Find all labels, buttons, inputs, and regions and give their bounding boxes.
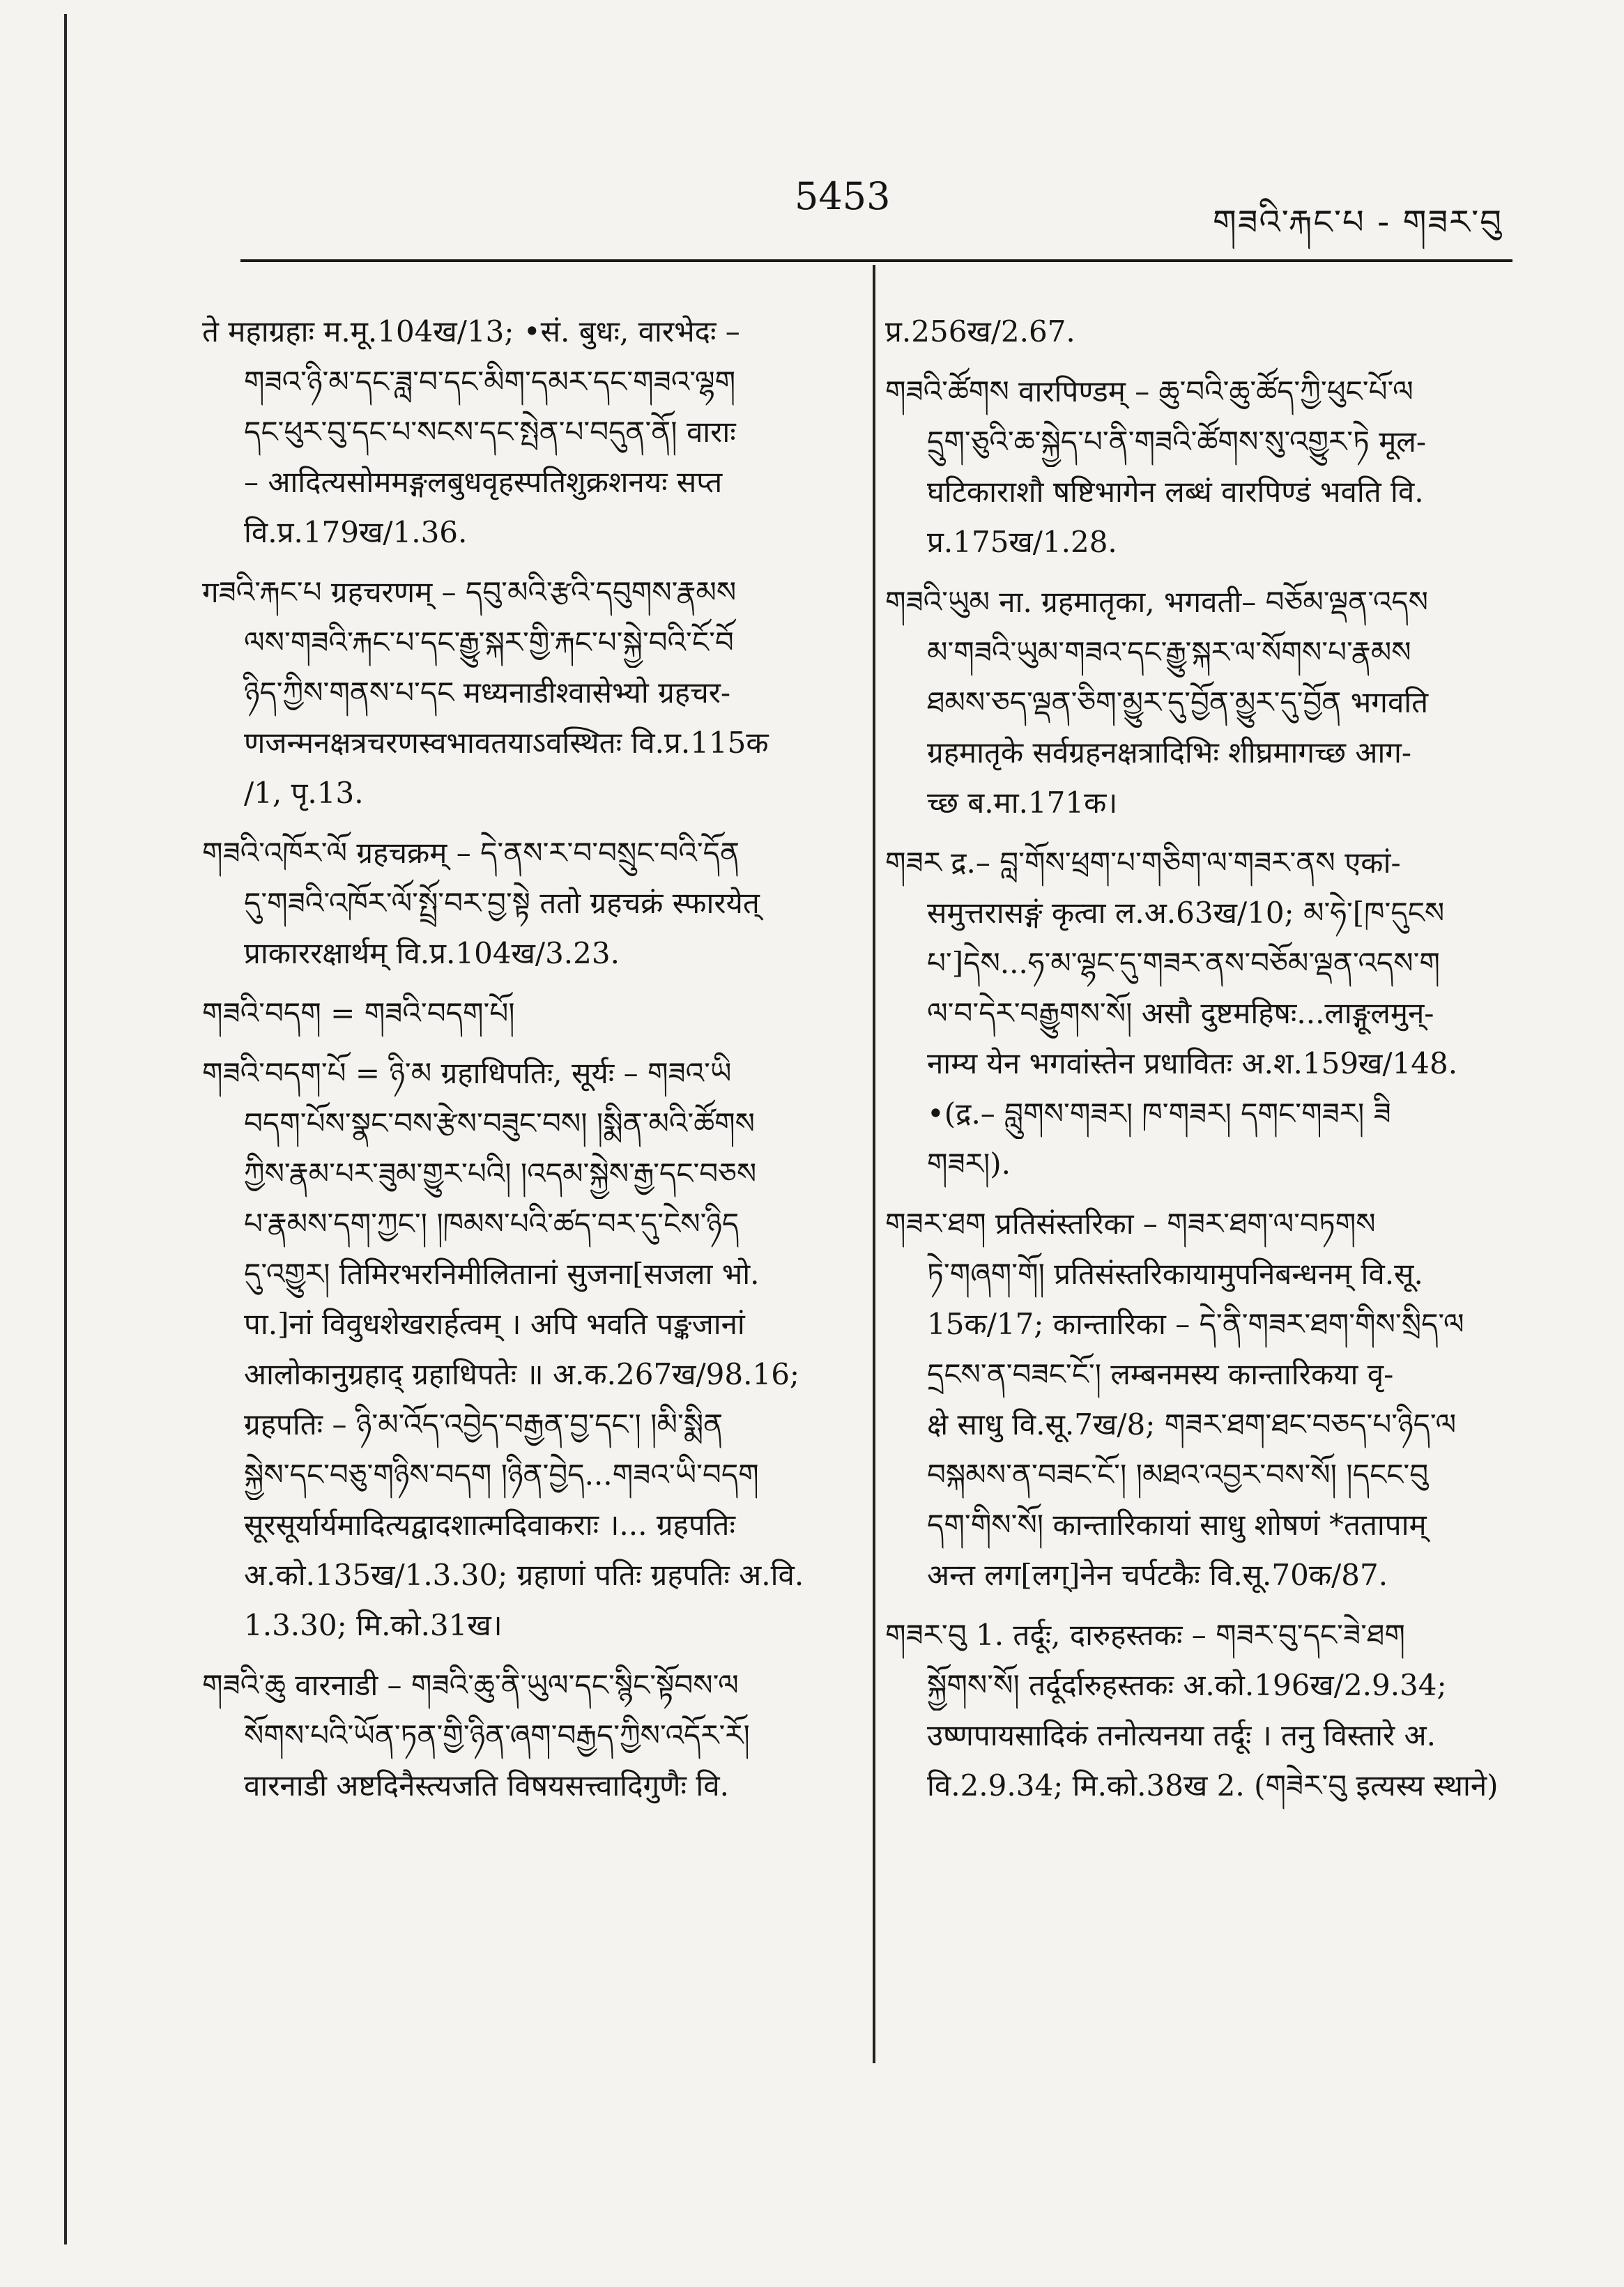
column-divider (873, 265, 875, 2063)
entry-line: अन्त लग[लग्]नेन चर्पटकैः वि.सू.70क/87. (927, 1558, 1388, 1592)
entry-line: 1.3.30; मि.को.31ख। (244, 1608, 503, 1642)
entry-line: དག་གིས་སོ། कान्तारिकायां साधु शोषणं *ततापाम् (927, 1508, 1427, 1542)
dictionary-entry (885, 577, 1512, 828)
dictionary-entry (202, 307, 850, 558)
scan-margin-line (64, 14, 67, 2244)
entry-line: སྐྱོགས་སོ། तर्दूर्दारुहस्तकः अ.को.196ख/2.9.34; (927, 1668, 1447, 1702)
entry-line: ལས་གཟའི་རྐང་པ་དང་རྒྱུ་སྐར་གྱི་རྐང་པ་སྐྱེ་བའི་ངོ་བོ (244, 625, 734, 659)
entry-line: ते महाग्रहाः म.मू.104ख/13; •सं. बुधः, वारभेदः – (202, 314, 740, 349)
entry-line: प्राकाररक्षार्थम् वि.प्र.104ख/3.23. (244, 936, 620, 970)
right-column (885, 307, 1512, 1821)
entry-line: པ་]དེས...ཧ་མ་ལྷང་དུ་གཟར་ནས་བཅོམ་ལྡན་འདས་ག (927, 946, 1440, 980)
entry-line: नाम्य येन भगवांस्तेन प्रधावितः अ.श.159ख/148. (927, 1046, 1458, 1080)
entry-line: समुत्तरासङ्गं कृत्वा ल.अ.63ख/10; མ་ཧེ་[ཁ་དུངས (927, 896, 1445, 930)
entry-line: आलोकानुग्रहाद् ग्रहाधिपतेः ॥ अ.क.267ख/98.16; (244, 1357, 800, 1391)
entry-line: 15क/17; कान्तारिका – དེ་ནི་གཟར་ཐག་གིས་སྲིད་ལ (927, 1307, 1464, 1341)
entry-line: उष्णपायसादिकं तनोत्यनया तर्दूः । तनु विस्तारे अ. (927, 1718, 1436, 1752)
entry-line: གཟར་བུ 1. तर्दूः, दारुहस्तकः – གཟར་བུ་དང་ཟེ་ཐག (885, 1618, 1405, 1652)
entry-line: གཟའི་བདག = གཟའི་བདག་པོ། (202, 996, 515, 1030)
header-rule (240, 259, 1512, 262)
dictionary-entry (885, 367, 1512, 567)
entry-line: གཟར།). (927, 1147, 1011, 1181)
entry-line: དུ་འགྱུར། तिमिरभरनिमीलितानां सुजना[सजला भो. (244, 1257, 760, 1291)
entry-line: མ་གཟའི་ཡུམ་གཟའ་དང་རྒྱུ་སྐར་ལ་སོགས་པ་རྣམས (927, 635, 1411, 669)
dictionary-entry (885, 838, 1512, 1189)
entry-line: घटिकाराशौ षष्टिभागेन लब्धं वारपिण्डं भवति वि. (927, 475, 1424, 509)
entry-line: गཟའི་རྐང་པ ग्रहचरणम् – དབུ་མའི་རྩའི་དབུགས་རྣམས (202, 575, 737, 609)
entry-line: क्षे साधु वि.सू.7ख/8; གཟར་ཐག་ཐང་བཅད་པ་ཉིད་ལ (927, 1407, 1457, 1441)
entry-line: པ་རྣམས་དག་ཀྱང་། །ཁམས་པའི་ཚད་བར་དུ་ངེས་ཉིད (244, 1207, 740, 1241)
page-number: 5453 (795, 174, 891, 218)
entry-line: དང་ཕུར་བུ་དང་པ་སངས་དང་སྤེན་པ་བདུན་ནོ། वाराः (244, 415, 736, 449)
dictionary-entry (885, 1199, 1512, 1600)
entry-line: णजन्मनक्षत्रचरणस्वभावतयाऽवस्थितः वि.प्र.115क (244, 726, 769, 760)
dictionary-entry (885, 307, 1512, 357)
entry-line: གཟའི་ཚོགས वारपिण्डम् – ཆུ་བའི་ཆུ་ཚོད་ཀྱི་ཕུང་པོ་ལ (885, 374, 1414, 408)
dictionary-entry (202, 988, 850, 1039)
entry-line: पा.]नां विवुधशेखरार्हत्वम् । अपि भवति पङ्कजानां (244, 1307, 745, 1341)
entry-line: སོགས་པའི་ཡོན་ཏན་གྱི་ཉིན་ཞག་བརྒྱད་ཀྱིས་འདོར་རོ། (244, 1718, 750, 1752)
entry-line: སྐྱེས་དང་བཅུ་གཉིས་བདག །ཉིན་བྱེད...གཟའ་ཡི་བདག (244, 1458, 759, 1492)
entry-line: གཟའི་ཆུ वारनाडी – གཟའི་ཆུ་ནི་ཡུལ་དང་སྙིང་སྟོབས་ལ (202, 1668, 739, 1702)
entry-line: དྲུག་ཅུའི་ཆ་སྐྱེད་པ་ནི་གཟའི་ཚོགས་སུ་འགྱུར་ཏེ मूल- (927, 424, 1427, 459)
entry-line: प्र.175ख/1.28. (927, 525, 1117, 559)
entry-line: अ.को.135ख/1.3.30; ग्रहाणां पतिः ग्रहपतिः अ.वि. (244, 1558, 804, 1592)
entry-line: ग्रहमातृके सर्वग्रहनक्षत्रादिभिः शीघ्रमागच्छ आग- (927, 735, 1412, 770)
entry-line: ལ་བ་དེར་བརྒྱུགས་སོ། असौ दुष्टमहिषः...लाङ्गूलमुन्- (927, 996, 1434, 1030)
entry-line: བདག་པོས་སྣང་བས་རྩེས་བཟུང་བས། །སྨིན་མའི་ཚོགས (244, 1106, 756, 1140)
entry-line: प्र.256ख/2.67. (885, 314, 1075, 349)
entry-line: དུ་གཟའི་འཁོར་ལོ་སྤྲོ་བར་བྱ་སྟེ ततो ग्रहचक्रं स्फारयेत् (244, 886, 760, 920)
entry-line: གཟའི་ཡུམ ना. ग्रहमातृका, भगवती– བཅོམ་ལྡན་འདས (885, 585, 1428, 619)
entry-line: /1, पृ.13. (244, 776, 364, 810)
entry-line: सूरसूर्यार्यमादित्यद्वादशात्मदिवाकराः ।... ग्रहपतिः (244, 1508, 735, 1542)
entry-line: གཟར द्र.– བླ་གོས་ཕྲག་པ་གཅིག་ལ་གཟར་ནས एकां- (885, 846, 1401, 880)
entry-line: च्छ ब.मा.171क। (927, 786, 1118, 820)
dictionary-entry (202, 567, 850, 818)
entry-line: ཀྱིས་རྣམ་པར་ཟུམ་གྱུར་པའི། །འདམ་སྐྱེས་རྒྱ་དང་བཅས (244, 1156, 757, 1191)
left-column (202, 307, 850, 1821)
entry-line: वारनाडी अष्टदिनैस्त्यजति विषयसत्त्वादिगुणैः वि. (244, 1768, 729, 1803)
dictionary-entry (885, 1610, 1512, 1811)
entry-line: वि.प्र.179ख/1.36. (244, 515, 468, 549)
entry-line: ཏེ་གཞག་གོ། प्रतिसंस्तरिकायामुपनिबन्धनम् वि.सू. (927, 1257, 1423, 1291)
dictionary-entry (202, 1048, 850, 1651)
entry-line: བསྐམས་ན་བཟང་ངོ་། །མཐའ་འབྱར་བས་སོ། །དངང་བུ (927, 1458, 1429, 1492)
entry-line: – आदित्यसोममङ्गलबुधवृहस्पतिशुक्रशनयः सप्त (244, 465, 723, 499)
entry-line: གཟར་ཐག प्रतिसंस्तरिका – གཟར་ཐག་ལ་བཏགས (885, 1207, 1376, 1241)
running-head: གཟའི་རྐང་པ - གཟར་བུ (1213, 203, 1503, 242)
entry-line: གཟའ་ཉི་མ་དང་ཟླ་བ་དང་མིག་དམར་དང་གཟའ་ལྷག (244, 365, 736, 399)
entry-line: वि.2.9.34; मि.को.38ख 2. (གཟེར་བུ इत्यस्य स्थाने) (927, 1768, 1499, 1803)
entry-line: གཟའི་འཁོར་ལོ ग्रहचक्रम् – དེ་ནས་ར་བ་བསྲུང་བའི་དོན (202, 836, 740, 870)
entry-line: གཟའི་བདག་པོ = ཉི་མ ग्रहाधिपतिः, सूर्यः – གཟའ་ཡི (202, 1056, 732, 1090)
dictionary-entry (202, 1660, 850, 1811)
entry-line: དྲངས་ན་བཟང་ངོ་། लम्बनमस्य कान्तारिकया वृ- (927, 1357, 1394, 1391)
entry-line: •(द्र.– བླུགས་གཟར། ཁ་གཟར། དགང་གཟར། ཟི (927, 1096, 1391, 1131)
dictionary-entry (202, 828, 850, 979)
entry-line: ཐམས་ཅད་ལྡན་ཅིག་མྱུར་དུ་བྱོན་མྱུར་དུ་བྱོན भगवति (927, 685, 1429, 719)
entry-line: ཉིད་ཀྱིས་གནས་པ་དང मध्यनाडीश्वासेभ्यो ग्रहचर- (244, 675, 731, 710)
entry-line: ग्रहपतिः – ཉི་མ་འོད་འབྱེད་བརྒྱན་བྱ་དང་། །མི་སྨིན (244, 1407, 723, 1441)
